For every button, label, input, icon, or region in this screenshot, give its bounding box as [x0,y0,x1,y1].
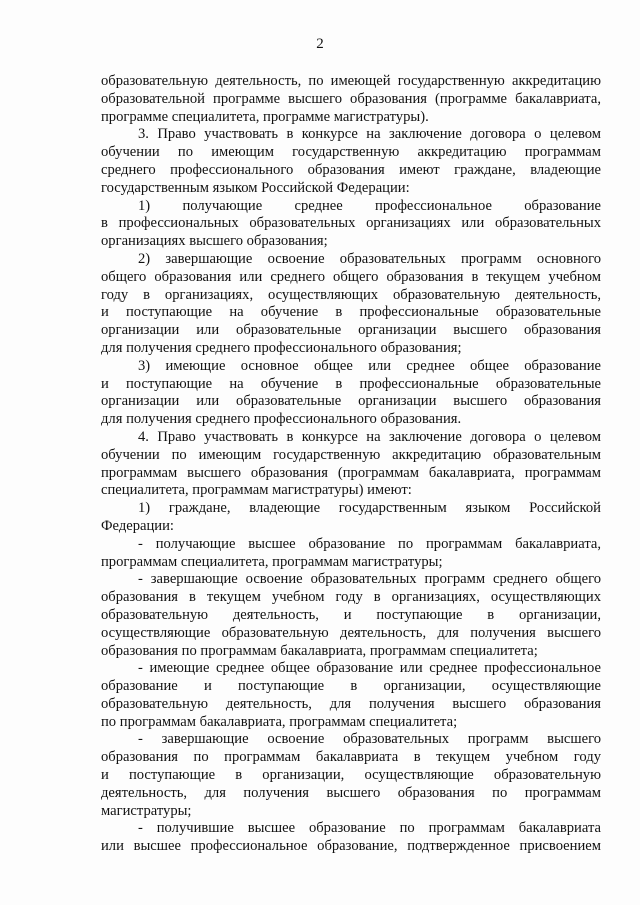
text-line: и поступающие на обучение в профессиональные образовательные [101,375,601,392]
text-line: - получающие высшее образование по программам бакалавриата, [138,535,601,552]
text-line: осуществляющие образовательную деятельность, для получения высшего [101,624,601,641]
text-line: среднего профессионального образования имеют граждане, владеющие [101,161,601,178]
text-line: - завершающие освоение образовательных программ среднего общего [138,571,601,588]
text-line: в профессиональных образовательных организациях или образовательных [101,215,601,232]
text-line: программе специалитета, программе магистратуры). [101,108,429,125]
text-line: 1) получающие среднее профессиональное образование [138,197,601,214]
text-line: образования по программам бакалавриата в текущем учебном году [101,749,601,766]
text-line: обучении по имеющим государственную аккредитацию программам [101,144,601,161]
text-line: общего образования или среднего общего образования в текущем учебном [101,268,601,285]
text-line: магистратуры; [101,802,192,819]
text-line: для получения среднего профессионального образования; [101,339,462,356]
text-line: или высшее профессиональное образование, подтвержденное присвоением [101,838,601,855]
document-body [101,73,601,856]
text-line: образовательную деятельность, и поступающие в организации, [101,606,601,623]
text-line: 3. Право участвовать в конкурсе на заключение договора о целевом [138,126,601,143]
text-line: - завершающие освоение образовательных программ высшего [138,731,601,748]
text-line: и поступающие на обучение в профессиональные образовательные [101,304,601,321]
text-line: 1) граждане, владеющие государственным языком Российской [138,500,601,517]
text-line: Федерации: [101,517,174,534]
text-line: - имеющие среднее общее образование или среднее профессиональное [138,660,601,677]
text-line: образовательную деятельность, для получения высшего образования [101,695,601,712]
text-line: образование и поступающие в организации, осуществляющие [101,678,601,695]
text-line: - получившие высшее образование по программам бакалавриата [138,820,601,837]
text-line: программам специалитета, программам магистратуры; [101,553,443,570]
text-line: деятельность, для получения высшего образования по программам [101,784,601,801]
text-line: по программам бакалавриата, программам специалитета; [101,713,458,730]
text-line: программам высшего образования (программам бакалавриата, программам [101,464,601,481]
text-line: организации или образовательные организации высшего образования [101,322,601,339]
text-line: 2) завершающие освоение образовательных программ основного [138,250,601,267]
text-line: 4. Право участвовать в конкурсе на заключение договора о целевом [138,428,601,445]
text-line: специалитета, программам магистратуры) имеют: [101,482,412,499]
text-line: для получения среднего профессионального образования. [101,411,462,428]
text-line: и поступающие в организации, осуществляющие образовательную [101,767,601,784]
text-line: образования в текущем учебном году в организациях, осуществляющих [101,589,601,606]
text-line: государственным языком Российской Федерации: [101,179,410,196]
text-line: организации или образовательные организации высшего образования [101,393,601,410]
text-line: образования по программам бакалавриата, программам специалитета; [101,642,538,659]
page-number: 2 [316,36,324,52]
text-line: обучении по имеющим государственную аккредитацию образовательным [101,446,601,463]
text-line: 3) имеющие основное общее или среднее общее образование [138,357,601,374]
text-line: организациях высшего образования; [101,233,328,250]
text-line: году в организациях, осуществляющих образовательную деятельность, [101,286,601,303]
text-line: образовательную деятельность, по имеющей государственную аккредитацию [101,73,601,89]
text-line: образовательной программе высшего образования (программе бакалавриата, [101,90,601,107]
